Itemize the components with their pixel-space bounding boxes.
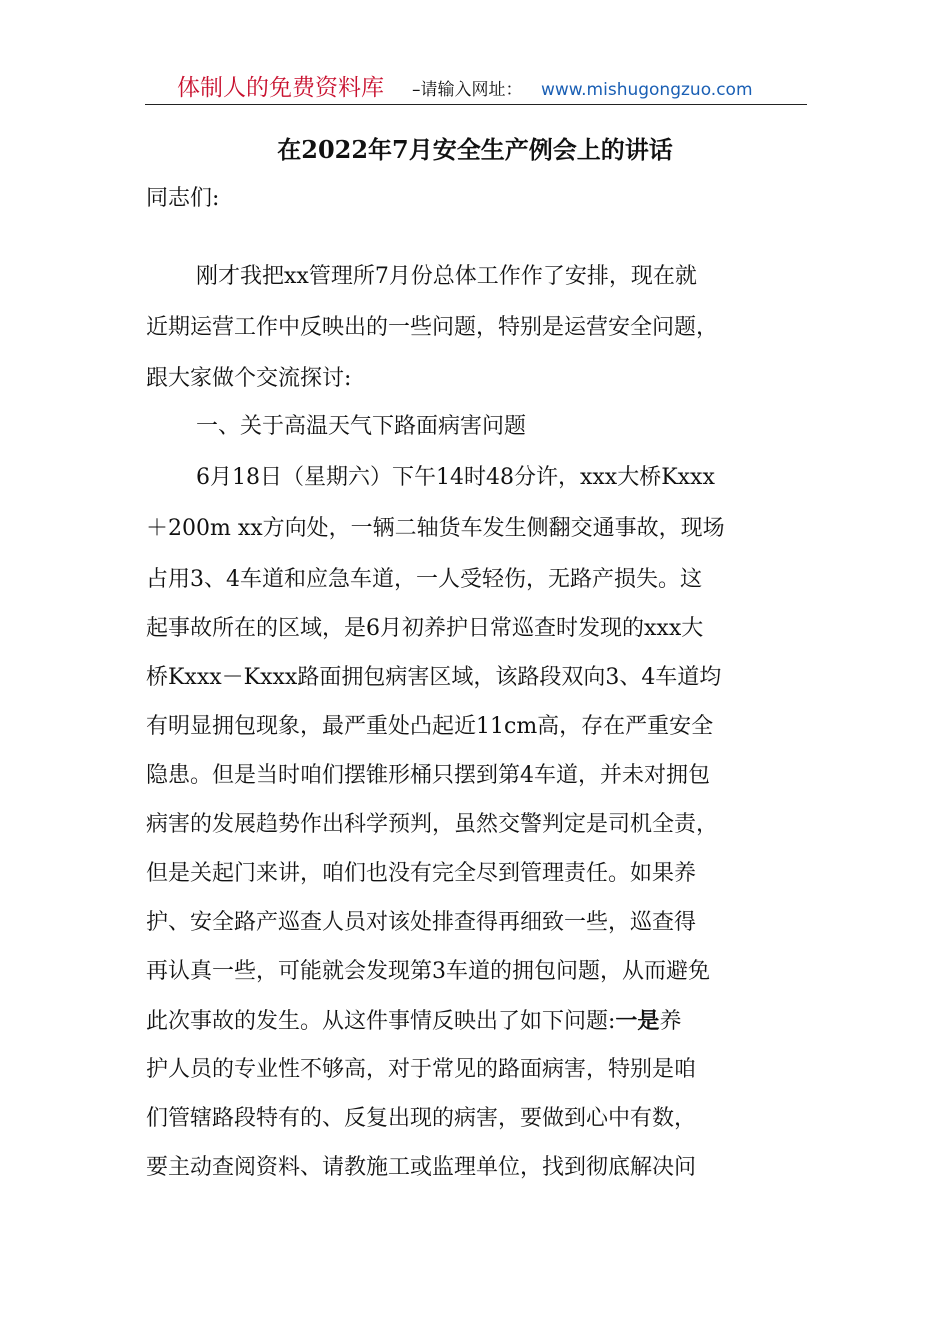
paragraph-line: 有明显拥包现象，最严重处凸起近11cm高，存在严重安全 [146, 714, 714, 739]
paragraph-line: 近期运营工作中反映出的一些问题，特别是运营安全问题， [146, 315, 719, 340]
paragraph-line: 占用3、4车道和应急车道，一人受轻伤，无路产损失。这 [146, 567, 702, 592]
line-text: 此次事故的发生。从这件事情反映出了如下问题: [146, 1009, 616, 1034]
header-prompt: –请输入网址： [412, 80, 523, 100]
paragraph-line: 但是关起门来讲，咱们也没有完全尽到管理责任。如果养 [146, 861, 697, 886]
paragraph-line [146, 1004, 681, 1039]
paragraph-line: 跟大家做个交流探讨: [146, 366, 352, 391]
paragraph-line: 护、安全路产巡查人员对该处排查得再细致一些，巡查得 [146, 910, 697, 935]
line-text: 养 [659, 1009, 682, 1034]
paragraph-line: 要主动查阅资料、请教施工或监理单位，找到彻底解决问 [146, 1155, 697, 1180]
paragraph-line: 6月18日（星期六）下午14时48分许，xxx大桥Kxxx [196, 465, 715, 490]
paragraph-line: 刚才我把xx管理所7月份总体工作作了安排，现在就 [196, 264, 697, 289]
salutation: 同志们: [146, 186, 220, 211]
paragraph-line: 桥Kxxx－Kxxx路面拥包病害区域，该路段双向3、4车道均 [146, 665, 722, 690]
paragraph-line: 隐患。但是当时咱们摆锥形桶只摆到第4车道，并未对拥包 [146, 763, 710, 788]
emphasis-text: 一是 [615, 1008, 660, 1034]
paragraph-line: 再认真一些，可能就会发现第3车道的拥包问题，从而避免 [146, 959, 710, 984]
paragraph-line: ＋200m xx方向处，一辆二轴货车发生侧翻交通事故，现场 [146, 516, 725, 541]
paragraph-line: 护人员的专业性不够高，对于常见的路面病害，特别是咱 [146, 1057, 697, 1082]
header-brand: 体制人的免费资料库 [177, 75, 384, 101]
paragraph-line: 病害的发展趋势作出科学预判，虽然交警判定是司机全责， [146, 812, 719, 837]
page-header [145, 74, 807, 105]
paragraph-line: 起事故所在的区域，是6月初养护日常巡查时发现的xxx大 [146, 616, 704, 641]
header-url-link[interactable]: www.mishugongzuo.com [541, 80, 753, 100]
document-title: 在2022年7月安全生产例会上的讲话 [277, 135, 673, 164]
paragraph-line: 们管辖路段特有的、反复出现的病害，要做到心中有数， [146, 1106, 697, 1131]
section-heading: 一、关于高温天气下路面病害问题 [196, 414, 527, 439]
